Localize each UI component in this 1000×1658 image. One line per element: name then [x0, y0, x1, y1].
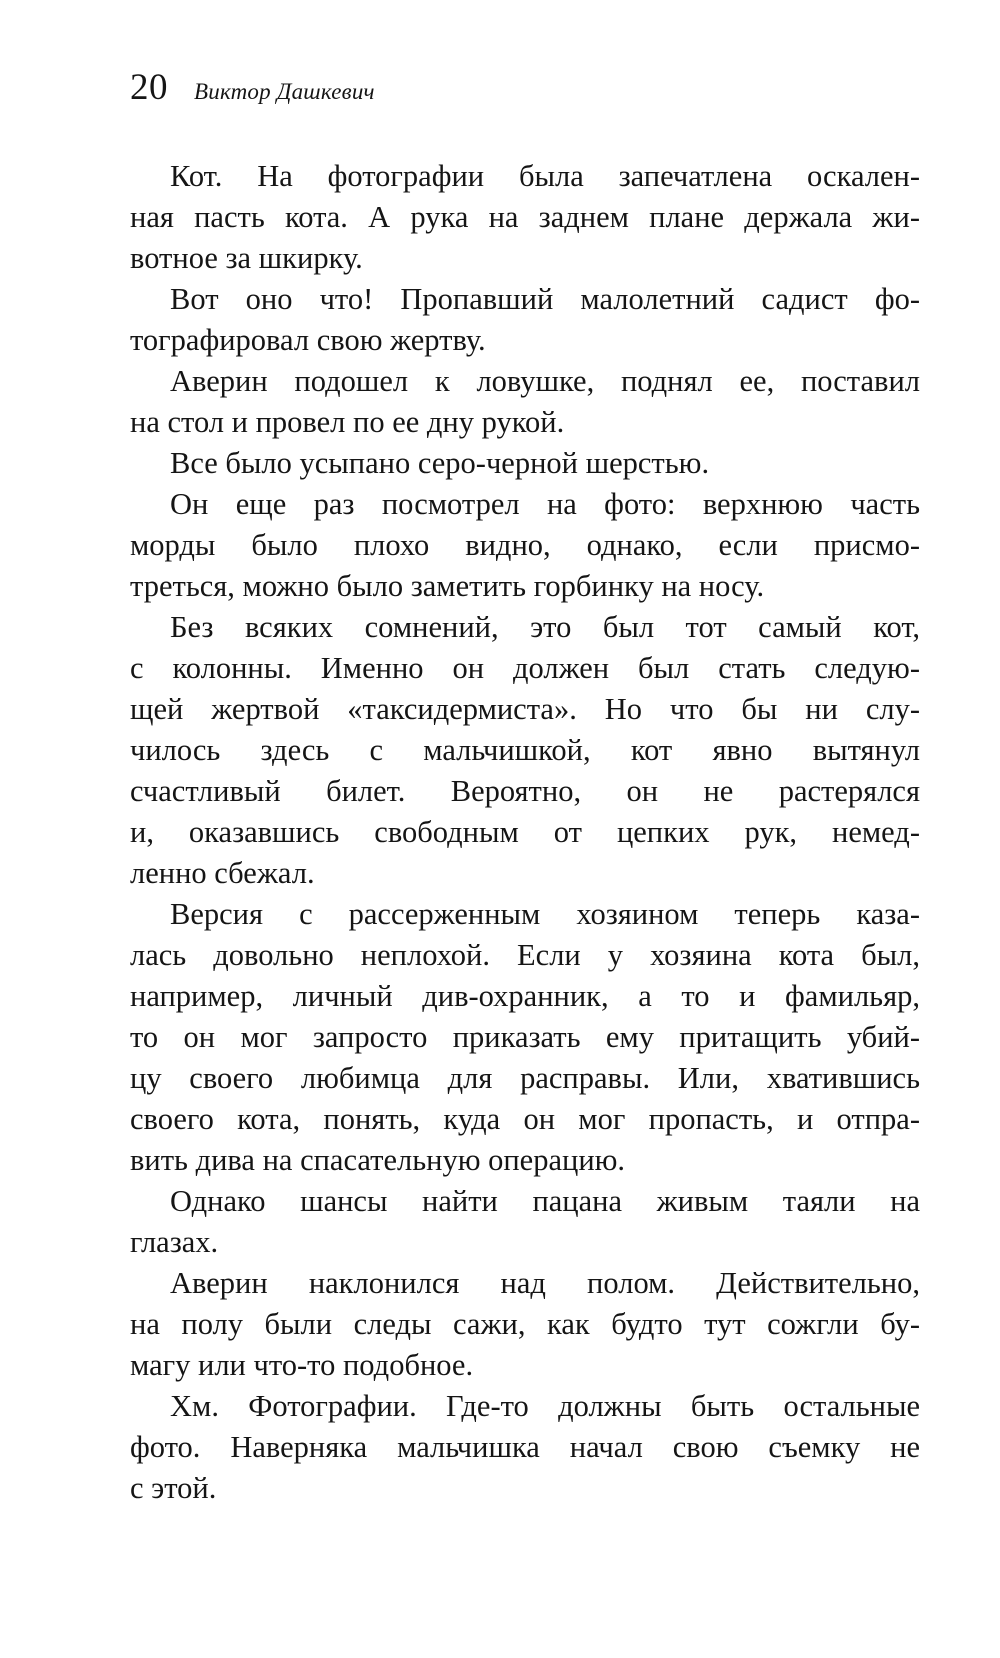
text-line: счастливый билет. Вероятно, он не растерялся — [130, 774, 920, 808]
text-line: фото. Наверняка мальчишка начал свою съемку не — [130, 1430, 920, 1464]
running-head-author: Виктор Дашкевич — [194, 79, 375, 104]
text-line: с этой. — [130, 1471, 217, 1505]
running-head — [130, 66, 375, 122]
text-line: глазах. — [130, 1225, 219, 1259]
paragraph — [130, 607, 920, 894]
text-line: своего кота, понять, куда он мог пропасть, и отпра- — [130, 1102, 920, 1136]
text-line: вить дива на спасательную операцию. — [130, 1143, 626, 1177]
text-line: вотное за шкирку. — [130, 241, 363, 275]
paragraph — [130, 1263, 920, 1386]
text-line: Он еще раз посмотрел на фото: верхнюю часть — [170, 487, 920, 521]
text-line: то он мог запросто приказать ему притащить убий- — [130, 1020, 920, 1054]
text-line: на полу были следы сажи, как будто тут сожгли бу- — [130, 1307, 920, 1341]
text-line: щей жертвой «таксидермиста». Но что бы ни слу- — [130, 692, 920, 726]
text-line: с колонны. Именно он должен был стать следую- — [130, 651, 920, 685]
page-number: 20 — [130, 67, 168, 108]
text-line: например, личный див-охранник, а то и фамильяр, — [130, 979, 920, 1013]
text-line: и, оказавшись свободным от цепких рук, немед- — [130, 815, 920, 849]
text-line: треться, можно было заметить горбинку на носу. — [130, 569, 765, 603]
paragraph — [130, 1181, 920, 1263]
text-line: цу своего любимца для расправы. Или, хватившись — [130, 1061, 920, 1095]
text-line: Аверин подошел к ловушке, поднял ее, поставил — [170, 364, 920, 398]
text-line: Вот оно что! Пропавший малолетний садист фо- — [170, 282, 920, 316]
text-line: Хм. Фотографии. Где-то должны быть остальные — [170, 1389, 920, 1423]
text-line: Все было усыпано серо-черной шерстью. — [170, 446, 710, 480]
text-line: лась довольно неплохой. Если у хозяина кота был, — [130, 938, 920, 972]
paragraph — [130, 361, 920, 443]
text-line: Кот. На фотографии была запечатлена оскален- — [170, 159, 920, 193]
text-line: морды было плохо видно, однако, если присмо- — [130, 528, 920, 562]
text-line: Аверин наклонился над полом. Действительно, — [170, 1266, 920, 1300]
text-line: Версия с рассерженным хозяином теперь каза- — [170, 897, 920, 931]
body-text — [130, 156, 920, 1509]
text-line: чилось здесь с мальчишкой, кот явно вытянул — [130, 733, 920, 767]
paragraph — [130, 156, 920, 279]
text-line: на стол и провел по ее дну рукой. — [130, 405, 565, 439]
text-line: Однако шансы найти пацана живым таяли на — [170, 1184, 920, 1218]
text-line: магу или что-то подобное. — [130, 1348, 474, 1382]
text-line: тографировал свою жертву. — [130, 323, 486, 357]
paragraph — [130, 279, 920, 361]
paragraph — [130, 1386, 920, 1509]
text-line: Без всяких сомнений, это был тот самый кот, — [170, 610, 920, 644]
text-line: ленно сбежал. — [130, 856, 315, 890]
paragraph — [130, 443, 920, 484]
text-line: ная пасть кота. А рука на заднем плане держала жи- — [130, 200, 920, 234]
paragraph — [130, 894, 920, 1181]
paragraph — [130, 484, 920, 607]
